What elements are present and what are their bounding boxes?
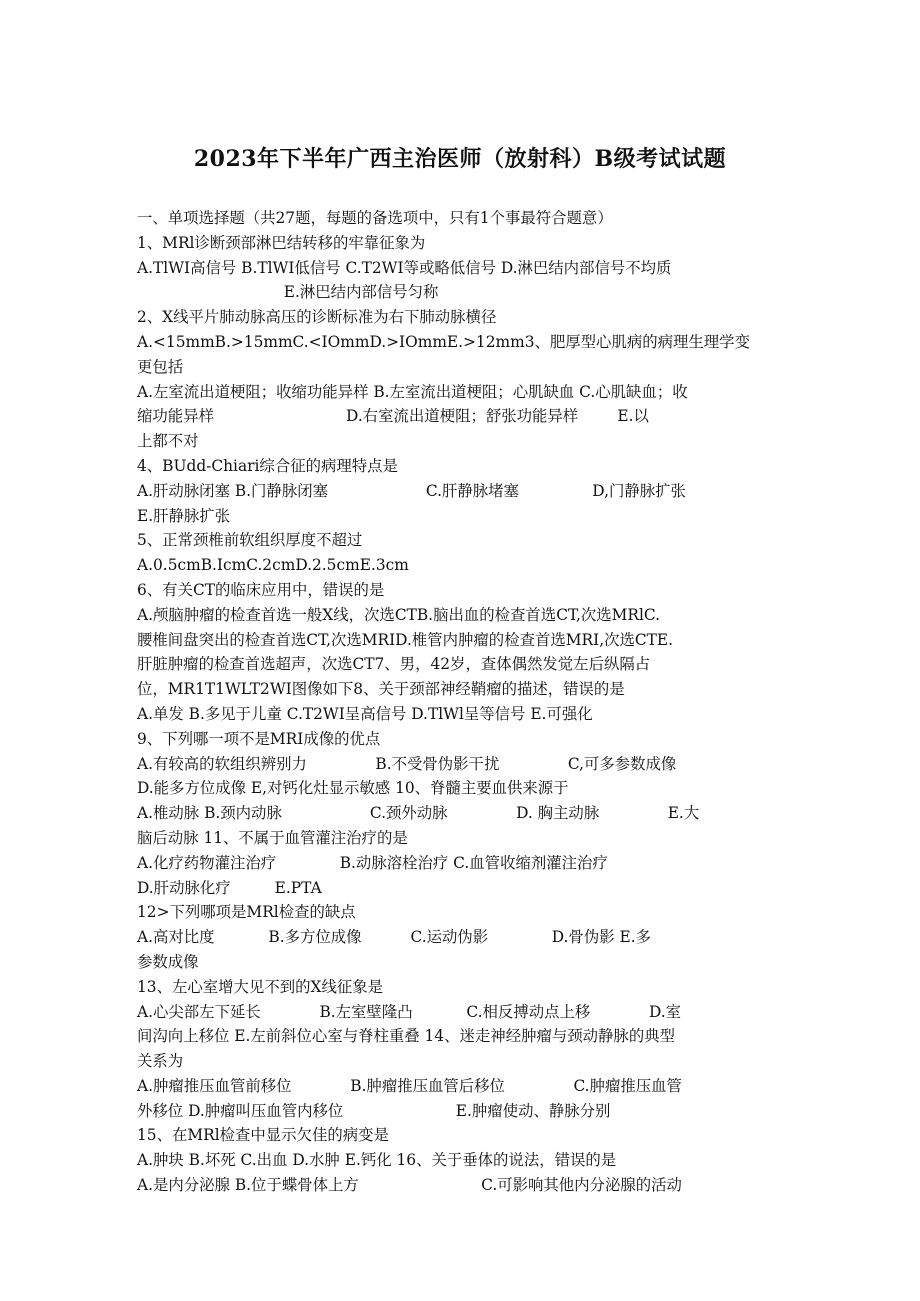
page-title: 2023年下半年广西主治医师（放射科）B级考试试题 (193, 146, 727, 172)
text-line: A.肿块 B.坏死 C.出血 D.水肿 E.钙化 16、关于垂体的说法，错误的是 (137, 1151, 617, 1170)
text-line: 肝脏肿瘤的检查首选超声，次选CT7、男，42岁，查体偶然发觉左后纵隔占 (137, 655, 651, 674)
text-line: 5、正常颈椎前软组织厚度不超过 (137, 531, 363, 550)
text-line: A.左室流出道梗阻；收缩功能异样 B.左室流出道梗阻；心肌缺血 C.心肌缺血；收 (137, 382, 688, 401)
text-line: 上都不对 (137, 432, 199, 451)
text-line: A.肝动脉闭塞 B.门静脉闭塞 C.肝静脉堵塞 D,门静脉扩张 (137, 481, 686, 500)
text-line: A.0.5cmB.IcmC.2cmD.2.5cmE.3cm (137, 556, 409, 575)
text-line: D.能多方位成像 E,对钙化灶显示敏感 10、脊髓主要血供来源于 (137, 779, 569, 798)
text-line: A.颅脑肿瘤的检查首选一般X线，次选CTB.脑出血的检查首选CT,次选MRlC. (137, 605, 661, 624)
text-line: 腰椎间盘突出的检查首选CT,次选MRID.椎管内肿瘤的检查首选MRI,次选CTE. (137, 630, 674, 649)
text-line: A.心尖部左下延长 B.左室壁隆凸 C.相反搏动点上移 D.室 (137, 1002, 682, 1021)
text-line: 更包括 (137, 357, 184, 376)
text-line: 间沟向上移位 E.左前斜位心室与脊柱重叠 14、迷走神经肿瘤与颈动静脉的典型 (137, 1027, 675, 1046)
text-line: A.椎动脉 B.颈内动脉 C.颈外动脉 D. 胸主动脉 E.大 (137, 804, 700, 823)
text-line: A.化疗药物灌注治疗 B.动脉溶栓治疗 C.血管收缩剂灌注治疗 (137, 853, 608, 872)
text-line: 13、左心室增大见不到的X线征象是 (137, 977, 384, 996)
text-line: 1、MRl诊断颈部淋巴结转移的牢靠征象为 (137, 233, 426, 252)
text-line: E.肝静脉扩张 (137, 506, 231, 525)
text-line: 位，MR1T1WLT2WI图像如下8、关于颈部神经鞘瘤的描述，错误的是 (137, 680, 625, 699)
text-line: 6、有关CT的临床应用中，错误的是 (137, 580, 385, 599)
text-line: E.淋巴结内部信号匀称 (137, 283, 439, 302)
text-line: 参数成像 (137, 952, 199, 971)
text-line: A.TlWI高信号 B.TlWI低信号 C.T2WI等或略低信号 D.淋巴结内部信号不均质 (137, 258, 672, 277)
text-line: A.是内分泌腺 B.位于蝶骨体上方 C.可影响其他内分泌腺的活动 (137, 1176, 682, 1195)
text-line: 15、在MRl检查中显示欠佳的病变是 (137, 1126, 389, 1145)
text-line: 关系为 (137, 1052, 184, 1071)
text-line: A.<15mmB.>15mmC.<IOmmD.>IOmmE.>12mm3、肥厚型心肌病的病理生理学变 (137, 332, 750, 351)
text-line: 缩功能异样 D.右室流出道梗阻；舒张功能异样 E.以 (137, 407, 649, 426)
text-line: 脑后动脉 11、不属于血管灌注治疗的是 (137, 828, 408, 847)
text-line: A.肿瘤推压血管前移位 B.肿瘤推压血管后移位 C.肿瘤推压血管 (137, 1076, 682, 1095)
text-line: 外移位 D.肿瘤叫压血管内移位 E.肿瘤使动、静脉分别 (137, 1101, 611, 1120)
text-line: A.单发 B.多见于儿童 C.T2WI呈高信号 D.TlWl呈等信号 E.可强化 (137, 704, 593, 723)
document-body (137, 206, 787, 1198)
text-line: 12>下列哪项是MRl检查的缺点 (137, 903, 356, 922)
text-line: D.肝动脉化疗 E.PTA (137, 878, 322, 897)
text-line: 2、X线平片肺动脉高压的诊断标准为右下肺动脉横径 (137, 308, 497, 327)
text-line: A.高对比度 B.多方位成像 C.运动伪影 D.骨伪影 E.多 (137, 928, 652, 947)
text-line: 一、单项选择题（共27题，每题的备选项中，只有1个事最符合题意） (137, 209, 613, 227)
text-line: A.有较高的软组织辨别力 B.不受骨伪影干扰 C,可多参数成像 (137, 754, 677, 773)
text-line: 4、BUdd-Chiari综合征的病理特点是 (137, 456, 398, 475)
text-line: 9、下列哪一项不是MRI成像的优点 (137, 729, 381, 748)
